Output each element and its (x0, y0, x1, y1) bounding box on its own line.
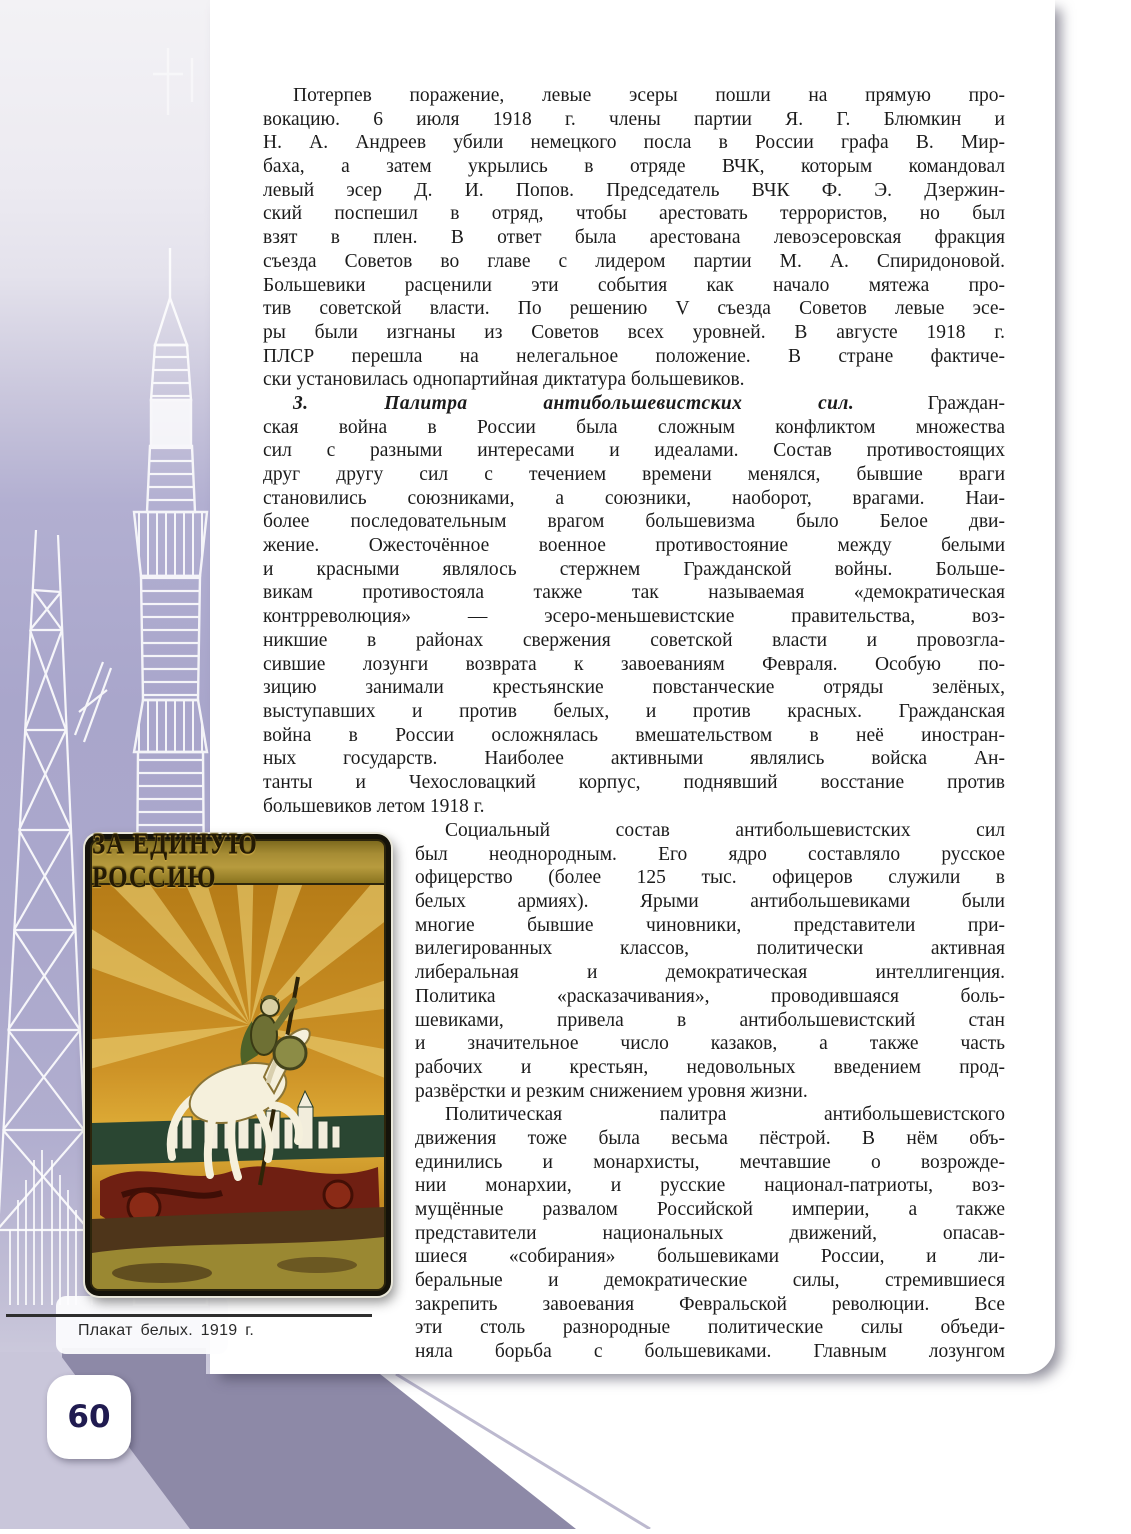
text-line: либеральная и демократическая интеллигенция. (415, 962, 1005, 984)
text-line: зицию занимали крестьянские повстанческие отряды зелёных, (263, 677, 1005, 699)
text-line: ская война в России была сложным конфликтом множества (263, 416, 1005, 438)
text-line: и значительное число казаков, а также часть (415, 1033, 1005, 1055)
text-line: единились и монархисты, мечтавшие о возрожде- (415, 1151, 1005, 1173)
text-line: становились союзниками, а союзники, наоборот, врагами. Наи- (263, 487, 1005, 509)
text-line: ски установилась однопартийная диктатура большевиков. (263, 369, 745, 391)
text-line: и красными являлось стержнем Гражданской войны. Больше- (263, 558, 1005, 580)
text-line: ПЛСР перешла на нелегальное положение. В стране фактиче- (263, 345, 1005, 367)
text-line: сил с разными интересами и идеалами. Состав противостоящих (263, 440, 1005, 462)
text-line: Потерпев поражение, левые эсеры пошли на прямую про- (293, 85, 1005, 106)
body-text-column-full (263, 84, 1005, 818)
page-number: 60 (67, 1399, 111, 1435)
text-line: викам противостояла также так называемая «демократическая (263, 582, 1005, 604)
text-line: сившие лозунги возврата к завоеваниям Февраля. Особую по- (263, 653, 1005, 675)
text-line: Политическая палитра антибольшевистского (445, 1104, 1005, 1126)
text-line: закрепить завоевания Февральской революции. Все (415, 1293, 1005, 1315)
text-line: представители национальных движений, опасав- (415, 1222, 1005, 1244)
text-line: более последовательным врагом большевизма было Белое дви- (263, 511, 1005, 533)
text-line: ский поспешил в отряд, чтобы арестовать террористов, но был (263, 203, 1005, 225)
text-line: многие бывшие чиновники, представители при- (415, 914, 1005, 936)
text-line: нии монархии, и русские национал-патриоты, воз- (415, 1175, 1005, 1197)
text-line: 3. Палитра антибольшевистских сил. Граждан- (293, 392, 1006, 414)
ground-art (92, 1207, 384, 1289)
text-line: был неоднородным. Его ядро составляло русское (415, 843, 1005, 865)
text-line: вилегированных классов, политически активная (415, 938, 1005, 960)
text-line: развёрстки и резким снижением уровня жизни. (415, 1080, 808, 1102)
text-line: рабочих и крестьян, недовольных введением прод- (415, 1056, 1005, 1078)
text-line: ных государств. Наиболее активными являлись войска Ан- (263, 748, 1005, 770)
text-line: вокацию. 6 июля 1918 г. члены партии Я. Г. Блюмкин и (263, 108, 1005, 130)
text-line: офицерство (более 125 тыс. офицеров служили в (415, 867, 1005, 889)
text-line: большевиков летом 1918 г. (263, 795, 485, 817)
text-line: няла борьба с большевиками. Главным лозунгом (415, 1341, 1005, 1363)
caption-rule (6, 1314, 372, 1317)
text-line: эти столь разнородные политические силы объеди- (415, 1317, 1005, 1339)
section-heading: 3. Палитра антибольшевистских сил. (293, 392, 855, 414)
text-line: выступавших и против белых, и против красных. Гражданская (263, 700, 1005, 722)
text-line: съезда Советов во главе с лидером партии М. А. Спиридоновой. (263, 250, 1005, 272)
text-line: Н. А. Андреев убили немецкого посла в России графа В. Мир- (263, 132, 1005, 154)
text-line: движения тоже была весьма пёстрой. В нём объ- (415, 1127, 1005, 1149)
text-line: Политика «расказачивания», проводившаяся боль- (415, 985, 1005, 1007)
poster-figure (85, 828, 391, 1296)
text-line: взят в плен. В ответ была арестована левоэсеровская фракция (263, 227, 1005, 249)
text-line: баха, а затем укрылись в отряде ВЧК, которым командовал (263, 156, 1005, 178)
scaffold-lines-art (10, 1150, 76, 1305)
text-line: контрреволюция» — эсеро-меньшевистские правительства, воз- (263, 606, 1005, 628)
text-line: белых армиях). Ярыми антибольшевиками были (415, 891, 1005, 913)
text-line: левый эсер Д. И. Попов. Председатель ВЧК Ф. Э. Дзержин- (263, 179, 1005, 201)
text-line: беральные и демократические силы, стремившиеся (415, 1270, 1005, 1292)
text-line: друг другу сил с течением времени менялся, бывшие враги (263, 464, 1005, 485)
text-line: ры были изгнаны из Советов всех уровней. В августе 1918 г. (263, 321, 1005, 343)
text-line: Большевики расценили эти события как начало мятежа про- (263, 274, 1005, 296)
figure-caption: Плакат белых. 1919 г. (78, 1322, 255, 1339)
text-line: шиеся «собирания» большевиками России, и ли- (415, 1246, 1005, 1268)
poster-title: ЗА ЕДИНУЮ РОССИЮ (90, 839, 386, 883)
text-line: шевиками, привела в антибольшевистский стан (415, 1009, 1005, 1031)
text-line: танты и Чехословацкий корпус, поднявший восстание против (263, 771, 1005, 793)
text-line: Социальный состав антибольшевистских сил (445, 820, 1005, 841)
text-line: война в России осложнялась вмешательством в неё иностран- (263, 724, 1005, 746)
poster-illustration (90, 883, 386, 1291)
body-text-column-narrow (415, 819, 1005, 1364)
text-line: тив советской власти. По решению V съезда Советов левые эсе- (263, 298, 1005, 320)
text-line: никшие в районах свержения советской власти и провозгла- (263, 629, 1005, 651)
antenna-cross-art (153, 48, 192, 115)
page-number-badge (47, 1375, 131, 1459)
text-line: жение. Ожесточённое военное противостояние между белыми (263, 535, 1005, 557)
text-line: мущённые развалом Российской империи, а также (415, 1199, 1005, 1220)
